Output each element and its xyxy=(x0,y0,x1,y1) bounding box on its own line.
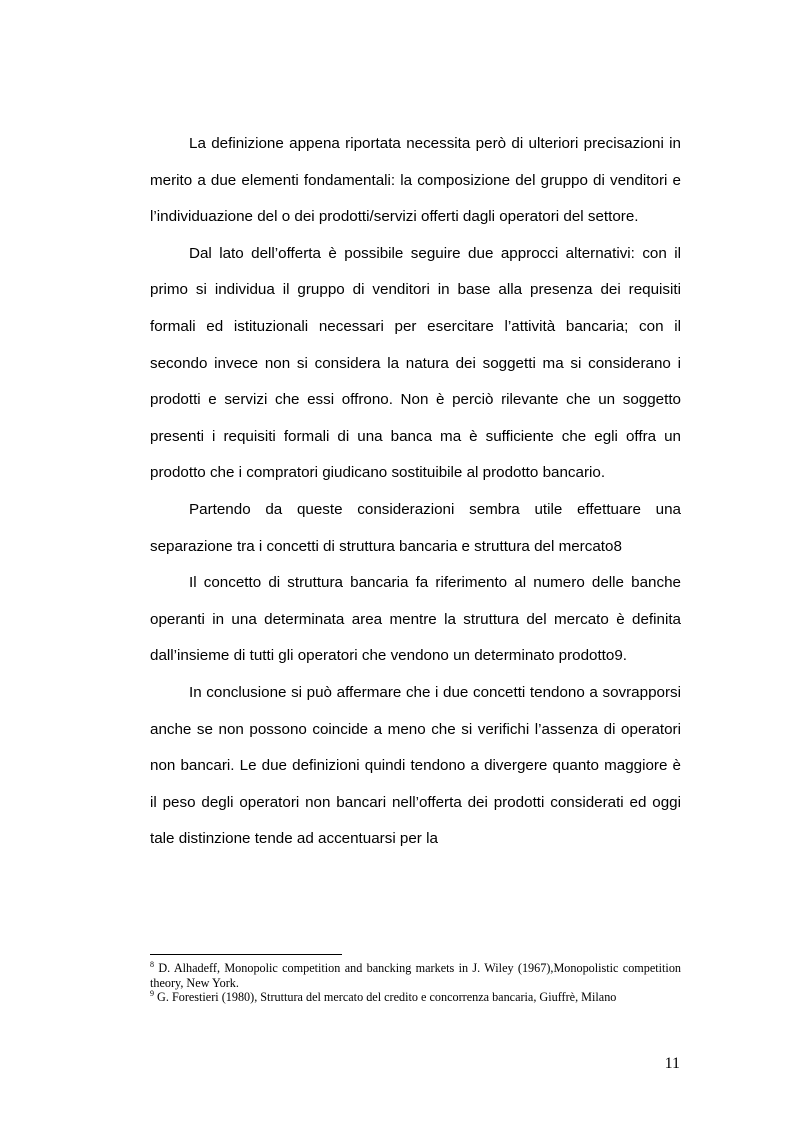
paragraph: Dal lato dell’offerta è possibile seguire due approcci alternativi: con il primo si individua il gruppo di venditori in base alla presenza dei requisiti formali ed istituzionali necessari per esercitare l’attività bancaria; con il secondo invece non si considera la natura dei soggetti ma si considerano i prodotti e servizi che essi offrono. Non è perciò rilevante che un soggetto presenti i requisiti formali di una banca ma è sufficiente che egli offra un prodotto che i compratori giudicano sostituibile al prodotto bancario. xyxy=(150,244,681,482)
footnote-text: G. Forestieri (1980), Struttura del mercato del credito e concorrenza bancaria, Giuffrè, Milano xyxy=(157,990,617,1004)
footnote-mark: 8 xyxy=(150,959,154,969)
footnote-text: D. Alhadeff, Monopolic competition and bancking markets in J. Wiley (1967),Monopolistic competition theory, New York. xyxy=(150,961,682,990)
footnotes xyxy=(150,961,681,1005)
page-number: 11 xyxy=(664,1055,680,1072)
paragraph: In conclusione si può affermare che i due concetti tendono a sovrapporsi anche se non possono coincide a meno che si verifichi l’assenza di operatori non bancari. Le due definizioni quindi tendono a divergere quanto maggiore è il peso degli operatori non bancari nell’offerta dei prodotti considerati ed oggi tale distinzione tende ad accentuarsi per la xyxy=(150,683,681,848)
paragraph: La definizione appena riportata necessita però di ulteriori precisazioni in merito a due elementi fondamentali: la composizione del gruppo di venditori e l’individuazione del o dei prodotti/servizi offerti dagli operatori del settore. xyxy=(150,135,681,226)
footnote-mark: 9 xyxy=(150,988,154,998)
paragraph: Il concetto di struttura bancaria fa riferimento al numero delle banche operanti in una determinata area mentre la struttura del mercato è definita dall’insieme di tutti gli operatori che vendono un determinato prodotto9. xyxy=(150,574,681,665)
footnote xyxy=(150,990,681,1005)
footnote xyxy=(150,961,681,990)
paragraph: Partendo da queste considerazioni sembra utile effettuare una separazione tra i concetti di struttura bancaria e struttura del mercato8 xyxy=(150,500,681,555)
body-text xyxy=(150,126,681,858)
footnote-separator xyxy=(150,954,342,955)
